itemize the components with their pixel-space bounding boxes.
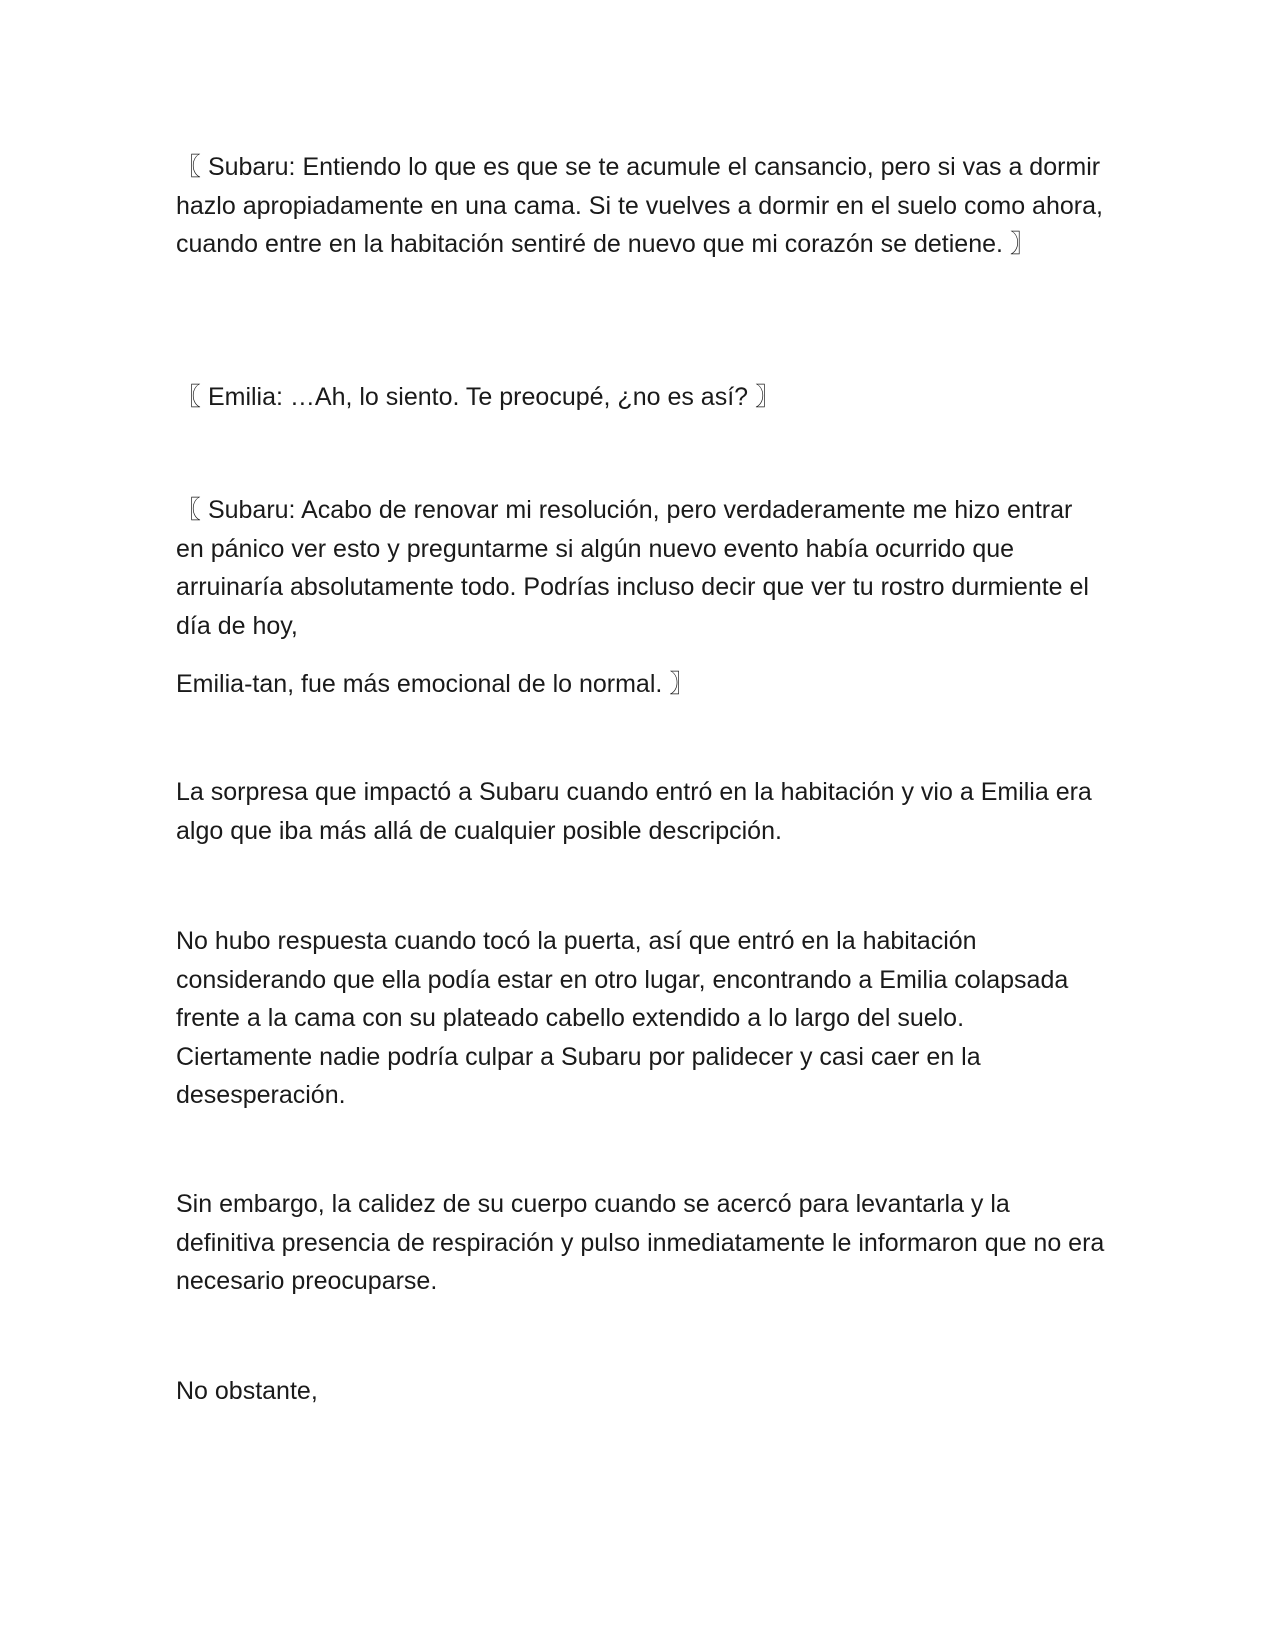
dialogue-paragraph-subaru-2: 〖 Subaru: Acabo de renovar mi resolución, pero verdaderamente me hizo entrar en pánico ver esto y preguntarme si algún nuevo evento había ocurrido que arruinaría absolutamente todo. Podrías incluso decir que ver tu rostro durmiente el día de hoy, bbox=[176, 496, 1089, 640]
dialogue-paragraph-subaru-1: 〖 Subaru: Entiendo lo que es que se te acumule el cansancio, pero si vas a dormir hazlo apropiadamente en una cama. Si te vuelves a dormir en el suelo como ahora, cuando entre en la habitación sentiré de nuevo que mi corazón se detiene. 〗 bbox=[176, 153, 1103, 258]
dialogue-paragraph-subaru-2-continued: Emilia-tan, fue más emocional de lo normal. 〗 bbox=[176, 670, 695, 698]
dialogue-paragraph-emilia: 〖 Emilia: …Ah, lo siento. Te preocupé, ¿no es así? 〗 bbox=[176, 383, 780, 411]
narration-paragraph-2: No hubo respuesta cuando tocó la puerta, así que entró en la habitación considerando que ella podía estar en otro lugar, encontrando a Emilia colapsada frente a la cama con su plateado cabello extendido a lo largo del suelo. Ciertamente nadie podría culpar a Subaru por palidecer y casi caer en la desesperación. bbox=[176, 927, 1069, 1109]
narration-paragraph-1: La sorpresa que impactó a Subaru cuando entró en la habitación y vio a Emilia era algo que iba más allá de cualquier posible descripción. bbox=[176, 778, 1092, 845]
narration-paragraph-4: No obstante, bbox=[176, 1377, 318, 1405]
narration-paragraph-3: Sin embargo, la calidez de su cuerpo cuando se acercó para levantarla y la definitiva presencia de respiración y pulso inmediatamente le informaron que no era necesario preocuparse. bbox=[176, 1190, 1105, 1295]
